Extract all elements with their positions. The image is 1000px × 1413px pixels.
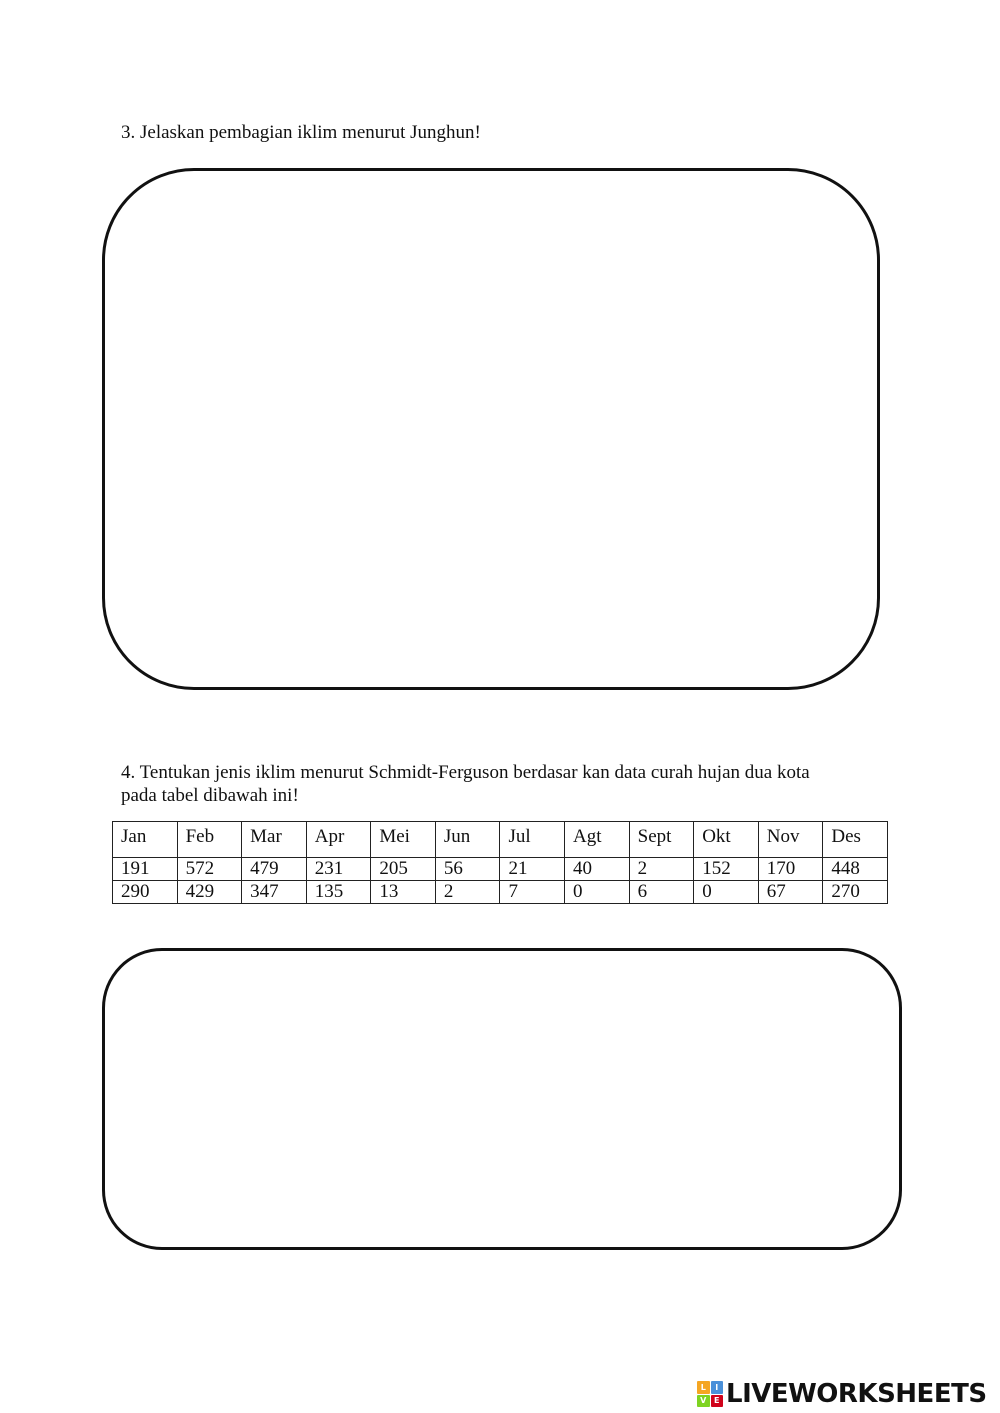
month-header-cell: Des — [823, 822, 888, 858]
question-3-text: 3. Jelaskan pembagian iklim menurut Junghun! — [121, 122, 481, 143]
rainfall-cell: 572 — [177, 858, 242, 881]
rainfall-table — [112, 821, 888, 904]
month-header-cell: Feb — [177, 822, 242, 858]
liveworksheets-brand-text: LIVEWORKSHEETS — [726, 1379, 987, 1409]
month-header-cell: Apr — [306, 822, 371, 858]
liveworksheets-logo — [697, 1379, 987, 1409]
rainfall-cell: 13 — [371, 881, 436, 904]
rainfall-cell: 40 — [565, 858, 630, 881]
logo-mark-letter: I — [711, 1381, 724, 1394]
rainfall-cell: 347 — [242, 881, 307, 904]
answer-box-question-4[interactable] — [102, 948, 902, 1250]
rainfall-cell: 56 — [435, 858, 500, 881]
logo-mark-letter: E — [711, 1395, 724, 1408]
month-header-cell: Mar — [242, 822, 307, 858]
rainfall-cell: 448 — [823, 858, 888, 881]
month-header-cell: Mei — [371, 822, 436, 858]
month-header-cell: Nov — [758, 822, 823, 858]
month-header-cell: Okt — [694, 822, 759, 858]
month-header-cell: Jul — [500, 822, 565, 858]
table-row-city-2 — [113, 881, 888, 904]
answer-box-question-3[interactable] — [102, 168, 880, 690]
rainfall-cell: 205 — [371, 858, 436, 881]
rainfall-cell: 67 — [758, 881, 823, 904]
rainfall-cell: 191 — [113, 858, 178, 881]
question-4-line-1: 4. Tentukan jenis iklim menurut Schmidt-Ferguson berdasar kan data curah hujan dua kota — [121, 762, 810, 783]
month-header-cell: Sept — [629, 822, 694, 858]
rainfall-cell: 429 — [177, 881, 242, 904]
rainfall-cell: 270 — [823, 881, 888, 904]
month-header-cell: Jun — [435, 822, 500, 858]
rainfall-cell: 7 — [500, 881, 565, 904]
rainfall-cell: 0 — [565, 881, 630, 904]
question-4-text — [121, 761, 881, 807]
question-4-line-2: pada tabel dibawah ini! — [121, 785, 299, 806]
logo-mark-letter: L — [697, 1381, 710, 1394]
table-row-city-1 — [113, 858, 888, 881]
rainfall-cell: 2 — [435, 881, 500, 904]
month-header-cell: Agt — [565, 822, 630, 858]
rainfall-cell: 170 — [758, 858, 823, 881]
rainfall-cell: 21 — [500, 858, 565, 881]
logo-mark-letter: V — [697, 1395, 710, 1408]
rainfall-cell: 2 — [629, 858, 694, 881]
rainfall-cell: 135 — [306, 881, 371, 904]
liveworksheets-mark-icon — [697, 1381, 723, 1407]
rainfall-cell: 152 — [694, 858, 759, 881]
rainfall-cell: 231 — [306, 858, 371, 881]
rainfall-cell: 6 — [629, 881, 694, 904]
rainfall-cell: 290 — [113, 881, 178, 904]
rainfall-cell: 479 — [242, 858, 307, 881]
rainfall-cell: 0 — [694, 881, 759, 904]
table-header-row — [113, 822, 888, 858]
month-header-cell: Jan — [113, 822, 178, 858]
